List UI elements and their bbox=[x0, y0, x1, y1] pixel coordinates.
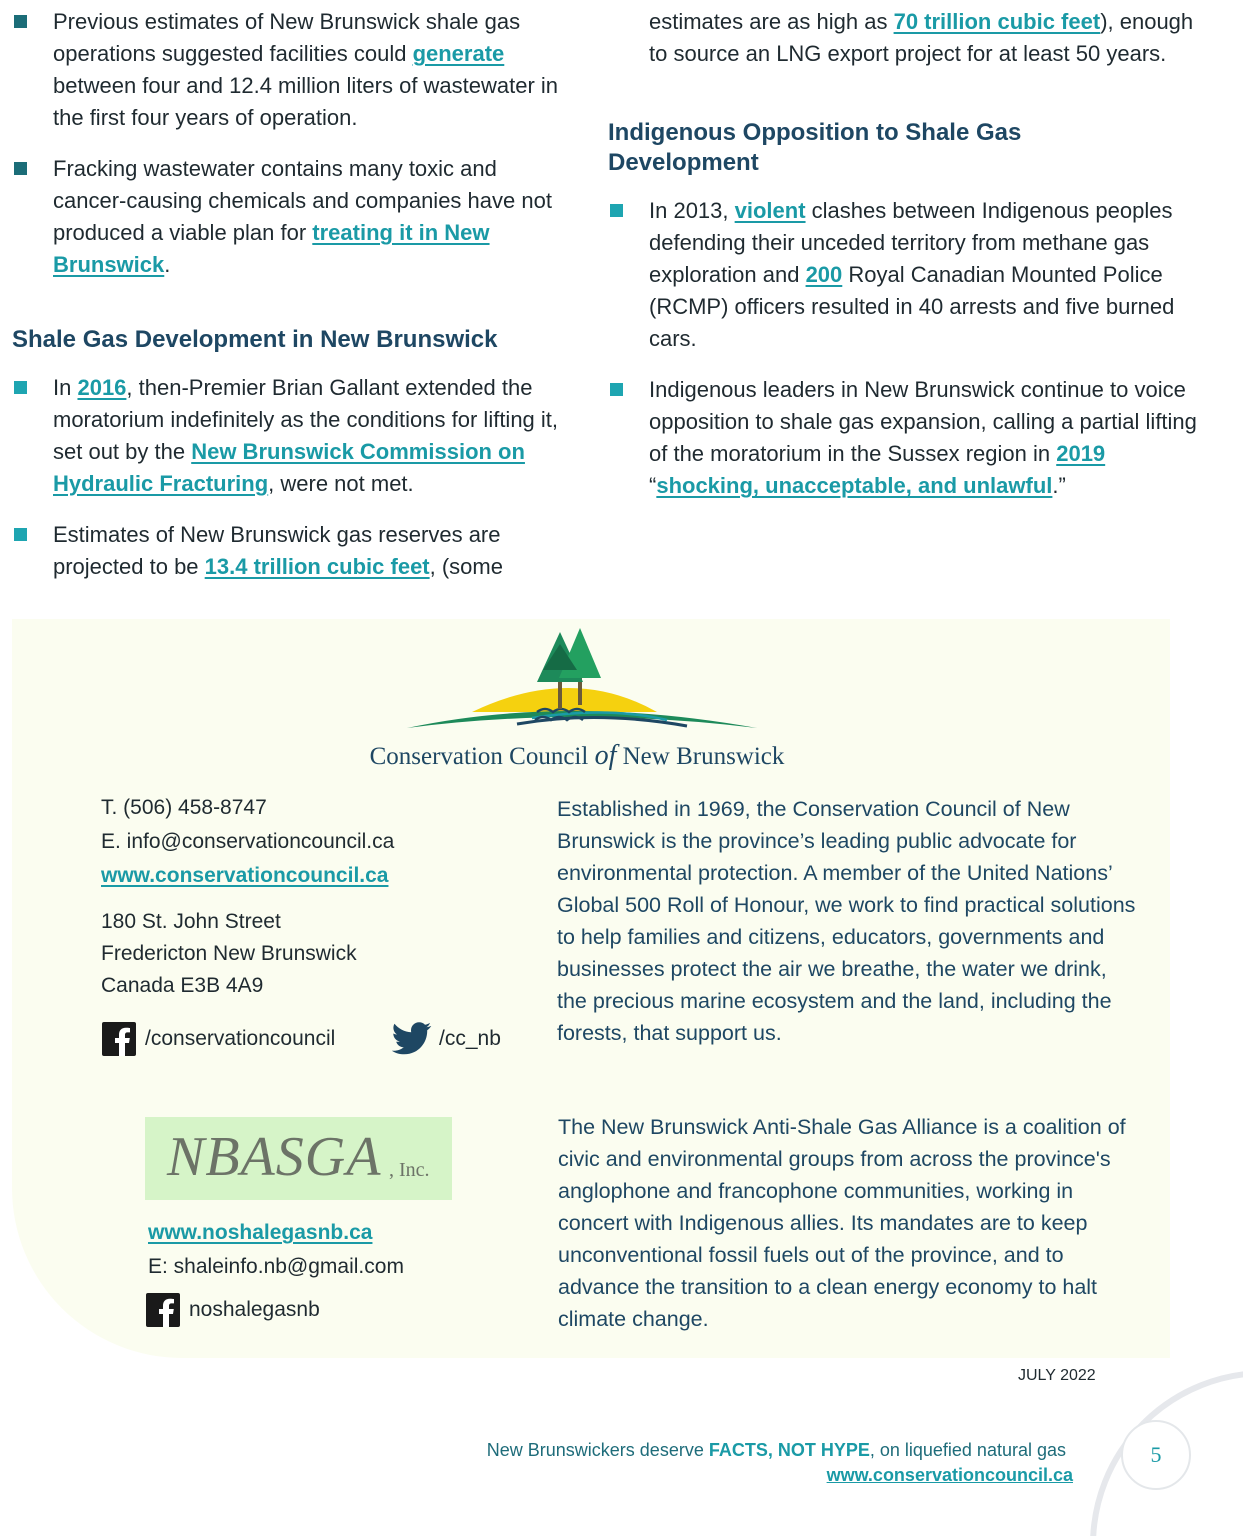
bullet-list-indigenous bbox=[608, 195, 1208, 502]
ccnb-phone: T. (506) 458-8747 bbox=[101, 796, 267, 819]
footer-website bbox=[827, 1465, 1073, 1486]
bullet-text: . bbox=[164, 252, 171, 277]
ccnb-address-line: Canada E3B 4A9 bbox=[101, 974, 264, 997]
nbasga-facebook-handle: noshalegasnb bbox=[189, 1298, 320, 1321]
bullet-text: Estimates of New Brunswick gas reserves are projected to be bbox=[53, 522, 501, 579]
link-shocking-unacceptable[interactable]: shocking, unacceptable, and unlawful bbox=[656, 473, 1053, 498]
footer-tagline bbox=[487, 1440, 1066, 1461]
publication-date: JULY 2022 bbox=[1018, 1367, 1096, 1384]
section-heading-indigenous-opposition: Indigenous Opposition to Shale Gas Development bbox=[608, 119, 1022, 176]
ccnb-logo-graphic-icon bbox=[367, 624, 787, 739]
ccnb-website-link[interactable]: www.conservationcouncil.ca bbox=[101, 864, 389, 887]
bullet-text: In 2013, bbox=[649, 198, 735, 223]
facebook-icon bbox=[102, 1022, 136, 1056]
footer-website-link[interactable]: www.conservationcouncil.ca bbox=[826, 1465, 1073, 1485]
bullet-text: clashes between Indigenous peoples defending their unceded territory from methane gas exploration and bbox=[649, 198, 1173, 287]
link-70-tcf[interactable]: 70 trillion cubic feet bbox=[893, 9, 1101, 34]
ccnb-email: E. info@conservationcouncil.ca bbox=[101, 830, 395, 853]
bullet-text: Indigenous leaders in New Brunswick continue to voice opposition to shale gas expansion, calling a partial lifting of the moratorium in the Sussex region in bbox=[649, 377, 1197, 466]
ccnb-address-line: 180 St. John Street bbox=[101, 910, 281, 933]
link-2016[interactable]: 2016 bbox=[77, 375, 127, 400]
ccnb-twitter-handle: /cc_nb bbox=[439, 1027, 501, 1050]
twitter-icon bbox=[392, 1022, 432, 1056]
list-item bbox=[608, 195, 1208, 355]
link-13-4-tcf[interactable]: 13.4 trillion cubic feet bbox=[204, 554, 430, 579]
continuation-paragraph bbox=[608, 6, 1208, 70]
bullet-list-wastewater bbox=[12, 6, 572, 281]
logo-text-part: New Brunswick bbox=[616, 743, 785, 770]
bullet-square-icon bbox=[610, 204, 623, 217]
nbasga-logo-text: NBASGA bbox=[167, 1126, 382, 1188]
ccnb-logo bbox=[367, 624, 787, 774]
logo-text-part: of bbox=[594, 740, 617, 771]
link-200[interactable]: 200 bbox=[805, 262, 843, 287]
paragraph-text: estimates are as high as bbox=[649, 9, 894, 34]
ccnb-facebook[interactable] bbox=[102, 1022, 335, 1056]
list-item bbox=[608, 374, 1208, 502]
tagline-emphasis: FACTS, NOT HYPE bbox=[708, 1440, 870, 1460]
bullet-square-icon bbox=[14, 528, 27, 541]
list-item bbox=[12, 6, 572, 134]
tagline-text: , on liquefied natural gas bbox=[869, 1440, 1066, 1460]
ccnb-twitter[interactable] bbox=[392, 1022, 501, 1056]
list-item bbox=[12, 372, 572, 500]
bullet-square-icon bbox=[14, 381, 27, 394]
link-commission[interactable]: New Brunswick Commission on Hydraulic Fracturing bbox=[53, 439, 525, 496]
link-generate[interactable]: generate bbox=[412, 41, 505, 66]
bullet-text: In bbox=[53, 375, 78, 400]
bullet-text: “ bbox=[649, 473, 657, 498]
bullet-text: Fracking wastewater contains many toxic and cancer-causing chemicals and companies have not produced a viable plan for bbox=[53, 156, 552, 245]
bullet-text: between four and 12.4 million liters of wastewater in the first four years of operation. bbox=[53, 73, 559, 130]
nbasga-logo-inc: , Inc. bbox=[389, 1159, 430, 1181]
bullet-square-icon bbox=[14, 162, 27, 175]
list-item bbox=[12, 519, 572, 583]
nbasga-logo bbox=[145, 1117, 452, 1200]
paragraph-text: ), enough to source an LNG export project for at least 50 years. bbox=[649, 9, 1194, 66]
nbasga-facebook[interactable] bbox=[146, 1293, 320, 1327]
ccnb-address-line: Fredericton New Brunswick bbox=[101, 942, 357, 965]
link-treating-it[interactable]: treating it in New Brunswick bbox=[53, 220, 490, 277]
nbasga-email: E: shaleinfo.nb@gmail.com bbox=[148, 1255, 404, 1278]
logo-text-part: Conservation Council bbox=[369, 743, 595, 770]
section-heading-shale-development: Shale Gas Development in New Brunswick bbox=[12, 326, 498, 353]
left-column bbox=[12, 0, 572, 602]
link-2019[interactable]: 2019 bbox=[1056, 441, 1106, 466]
right-column bbox=[608, 0, 1208, 521]
nbasga-contact bbox=[148, 1217, 404, 1283]
page-number: 5 bbox=[1150, 1442, 1162, 1467]
bullet-text: , (some bbox=[429, 554, 503, 579]
nbasga-description: The New Brunswick Anti-Shale Gas Alliance is a coalition of civic and environmental groups from across the province's anglophone and francophone communities, working in concert with Indigenous allies. Its mandates are to keep unconventional fossil fuels out of the province, and to advance the transition to a clean energy economy to halt climate change. bbox=[558, 1115, 1126, 1331]
ccnb-contact bbox=[101, 792, 394, 1002]
bullet-list-development bbox=[12, 372, 572, 583]
bullet-text: Previous estimates of New Brunswick shale gas operations suggested facilities could bbox=[53, 9, 521, 66]
bullet-square-icon bbox=[610, 383, 623, 396]
link-violent[interactable]: violent bbox=[734, 198, 806, 223]
ccnb-logo-text bbox=[367, 740, 787, 772]
tagline-text: New Brunswickers deserve bbox=[486, 1440, 709, 1460]
list-item bbox=[12, 153, 572, 281]
nbasga-website-link[interactable]: www.noshalegasnb.ca bbox=[148, 1221, 373, 1244]
ccnb-description: Established in 1969, the Conservation Council of New Brunswick is the province’s leading public advocate for environmental protection. A member of the United Nations’ Global 500 Roll of Honour, we work to find practical solutions to help families and citizens, educators, governments and businesses protect the air we breathe, the water we drink, the precious marine ecosystem and the land, including the forests, that support us. bbox=[557, 797, 1136, 1045]
contact-panel bbox=[12, 619, 1170, 1358]
facebook-icon bbox=[146, 1293, 180, 1327]
bullet-text: .” bbox=[1052, 473, 1066, 498]
bullet-square-icon bbox=[14, 15, 27, 28]
bullet-text: , were not met. bbox=[268, 471, 414, 496]
bullet-text: Royal Canadian Mounted Police (RCMP) officers resulted in 40 arrests and five burned cars. bbox=[649, 262, 1175, 351]
bullet-text: , then-Premier Brian Gallant extended the moratorium indefinitely as the conditions for lifting it, set out by the bbox=[53, 375, 559, 464]
ccnb-facebook-handle: /conservationcouncil bbox=[145, 1027, 336, 1050]
